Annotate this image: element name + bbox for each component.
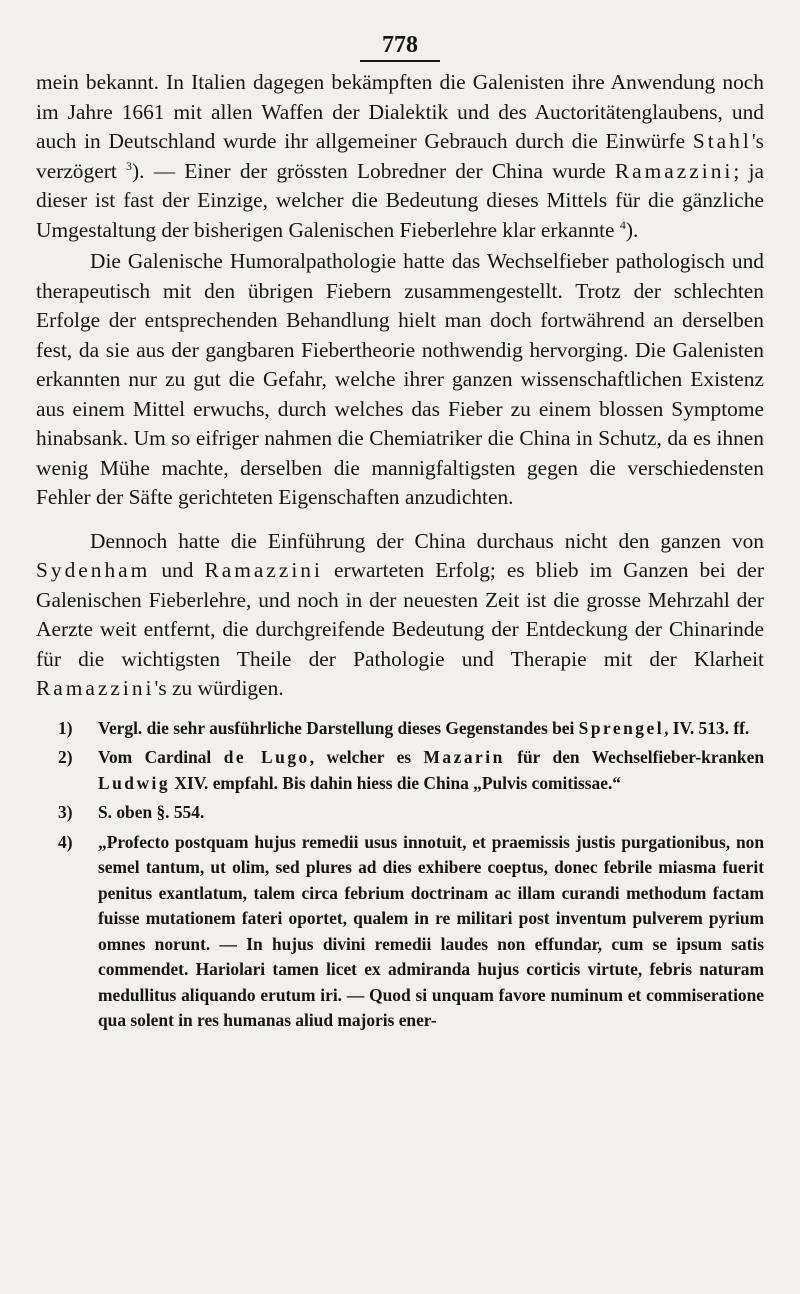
footnote-text (98, 830, 764, 1034)
emphasized-name: Ramazzini (614, 158, 734, 183)
text-run: und (150, 558, 205, 582)
paragraph (36, 68, 764, 245)
main-text (36, 68, 764, 704)
emphasized-name: Mazarin (423, 747, 505, 767)
text-run: ). (625, 217, 639, 242)
footnote-number: 4) (58, 831, 73, 852)
text-run: Die Galenische Humoralpathologie hatte das Wechselfieber pathologisch und therapeutisch mit den übrigen Fiebern zusammengestellt. Trotz der schlechten Erfolge der entsprechenden Behandlung hielt man doch fortwährend an derselben fest, da sie aus der gangbaren Fiebertheorie nothwendig hervorging. Die Galenisten erkannten nur zu gut die Gefahr, welche ihrer ganzen wissenschaftlichen Existenz aus einem Mittel erwuchs, durch welches das Fieber zu einem blossen Symptome hinabsank. Um so eifriger nahmen die Chemiatriker die China in Schutz, da es ihnen wenig Mühe machte, derselben die mannigfaltigsten gegen die verschiedensten Fehler der Säfte gerichteten Eigenschaften anzudichten. (36, 249, 764, 509)
footnotes (36, 716, 764, 1034)
footnote-text (98, 745, 764, 796)
emphasized-name: Ludwig (98, 772, 171, 793)
footnote-number: 2) (58, 747, 73, 767)
footnote-ref: 3 (126, 158, 132, 173)
footnote-number: 1) (58, 717, 73, 738)
text-run: ; ja dieser ist fast der Einzige, welcher die Bedeutung dieses Mittels für die gänzliche Umgestaltung der bisherigen Galenischen Fieberlehre klar erkannte (36, 158, 764, 242)
footnote (36, 830, 764, 1034)
text-run: Vom Cardinal (98, 747, 224, 767)
footnote-ref: 4 (619, 217, 626, 232)
text-run: „Profecto postquam hujus remedii usus innotuit, et praemissis justis purgationibus, non semel tantum, ut olim, sed plures ad dies exhibere coeptus, donec febrile miasma fuerit penitus exantlatum, talem circa febrium doctrinam ac illam curandi methodum factam fuisse mutationem fateri oportet, qualem in re militari post inventum pulverem pyrium omnes norunt. — In hujus divini remedii laudes non effundar, cum se ipsum satis commendet. Hariolari tamen licet ex admiranda hujus corticis virtute, febris naturam medullitus aliquando erutum iri. — Quod si unquam favore numinum et commiseratione qua solent in res humanas aliud majoris ener- (98, 831, 764, 1030)
paragraph (36, 527, 764, 704)
emphasized-name: Stahl (692, 129, 752, 153)
text-run: Dennoch hatte die Einführung der China durchaus nicht den ganzen von (90, 528, 764, 553)
page-number: 778 (360, 30, 440, 62)
footnote-text (98, 716, 764, 742)
footnote-number: 3) (58, 802, 73, 822)
footnote-text (98, 800, 764, 826)
paragraph (36, 247, 764, 513)
text-run: für den Wechselfieber-kranken (504, 747, 764, 767)
text-run: S. oben §. 554. (98, 802, 205, 822)
emphasized-name: de Lugo (223, 747, 310, 767)
text-run: 's verzögert (36, 129, 764, 183)
emphasized-name: Ramazzini (204, 558, 323, 582)
text-run: 's zu würdigen. (154, 676, 284, 700)
text-run: erwarteten Erfolg; es blieb im Ganzen bei der Galenischen Fieberlehre, und noch in der neuesten Zeit ist die grosse Mehrzahl der Aerzte weit entfernt, die durchgreifende Bedeutung der Entdeckung der Chinarinde für die wichtigsten Theile der Pathologie und Therapie mit der Klarheit (36, 558, 764, 671)
emphasized-name: Ramazzini (36, 676, 155, 700)
text-run: Vergl. die sehr ausführliche Darstellung dieses Gegenstandes bei (98, 717, 579, 738)
emphasized-name: Sprengel (578, 717, 665, 738)
text-run: mein bekannt. In Italien dagegen bekämpften die Galenisten ihre Anwendung noch im Jahre 1661 mit allen Waffen der Dialektik und des Auctoritätenglaubens, und auch in Deutschland wurde ihr allgemeiner Gebrauch durch die Einwürfe (36, 70, 764, 153)
text-run: XIV. empfahl. Bis dahin hiess die China „Pulvis comitissae.“ (170, 772, 621, 793)
footnote (36, 800, 764, 826)
text-run: ). — Einer der grössten Lobredner der China wurde (132, 158, 615, 183)
emphasized-name: Sydenham (36, 558, 151, 582)
text-run: , welcher es (309, 747, 424, 767)
footnote (36, 716, 764, 742)
footnote (36, 745, 764, 796)
text-run: , IV. 513. ff. (664, 717, 750, 738)
